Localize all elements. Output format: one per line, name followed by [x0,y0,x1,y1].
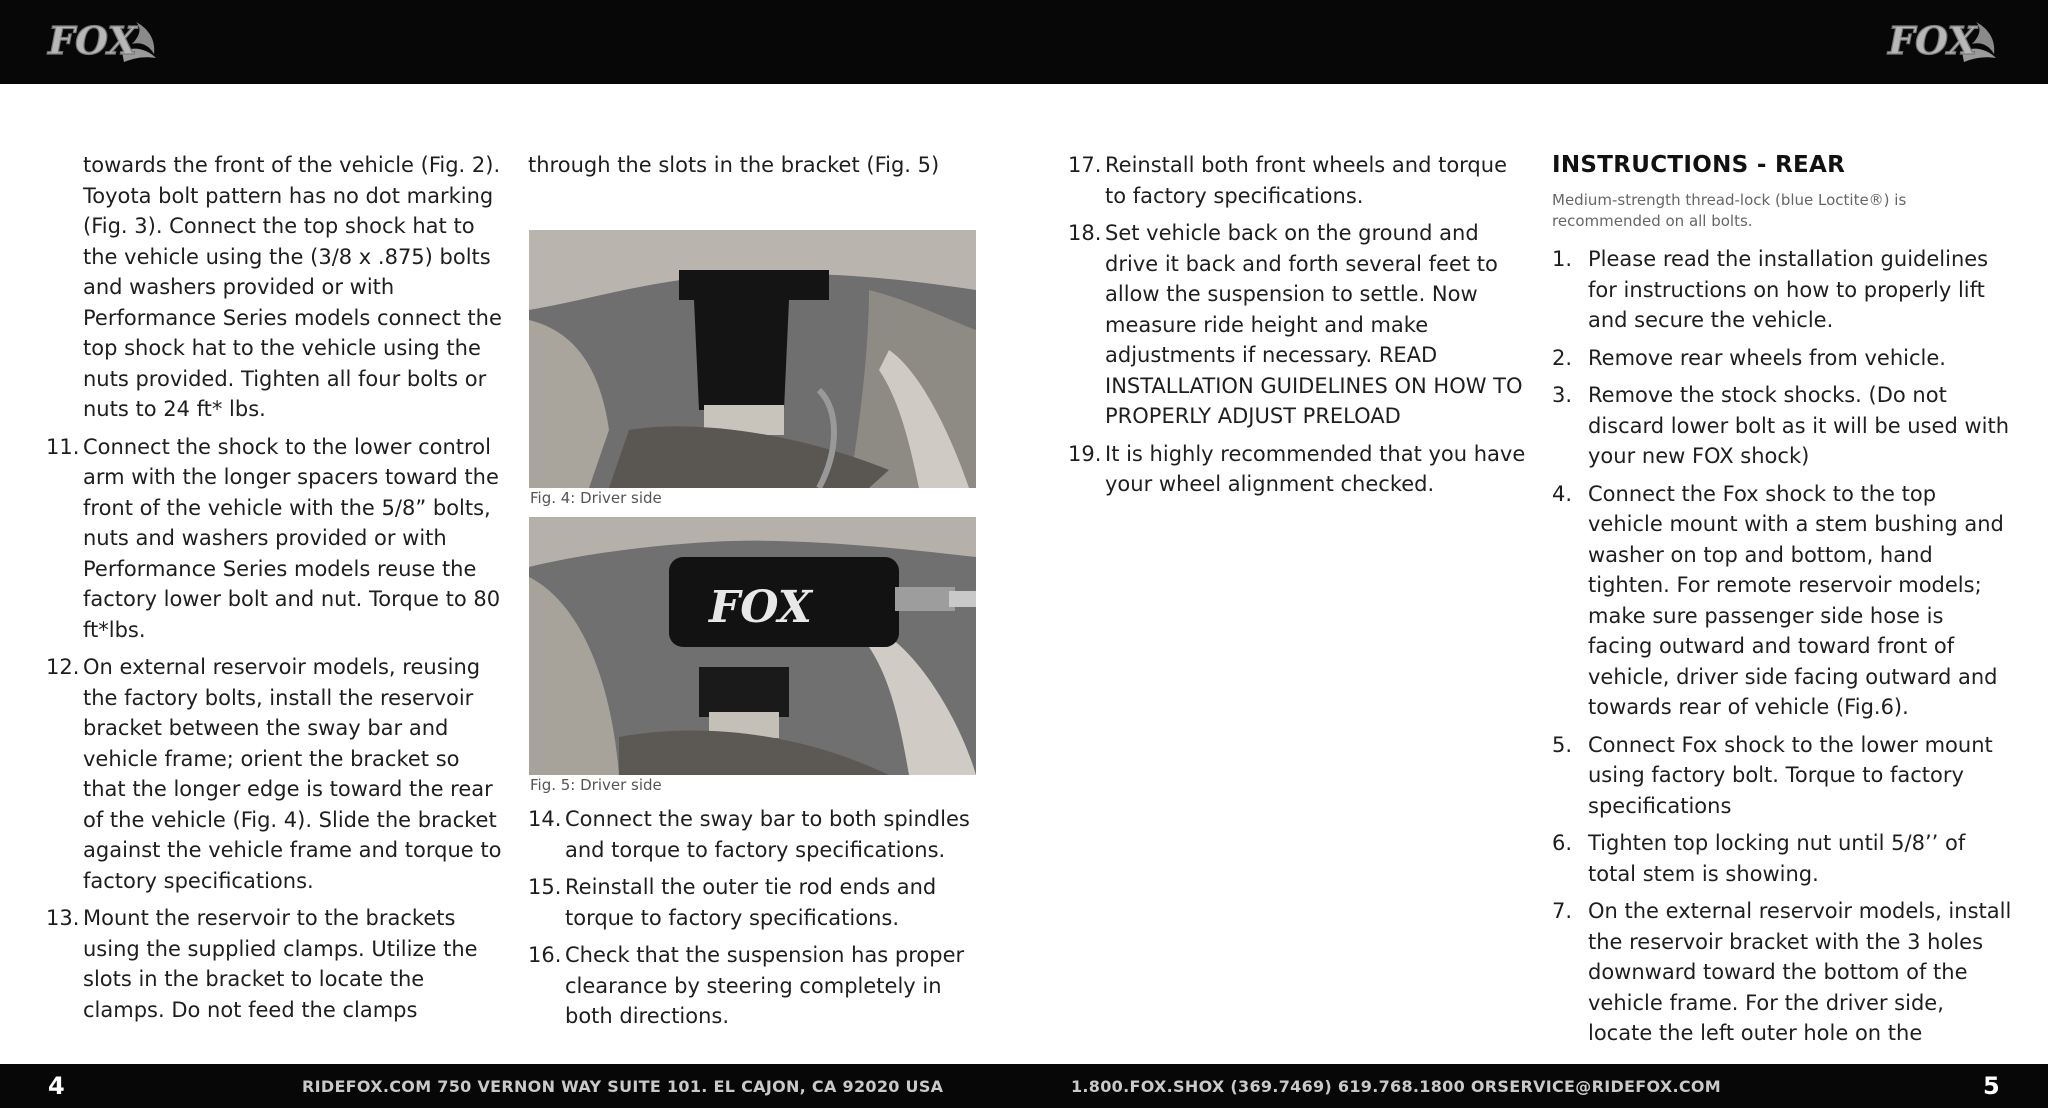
left-column-1 [46,150,506,1032]
step-number: 5. [1552,732,1573,757]
step-text: Please read the installation guidelines for instructions on how to properly lift and secure the vehicle. [1588,247,1989,332]
list-item [1552,343,2012,374]
step-number: 11. [46,434,80,459]
list-item [46,652,506,896]
step-number: 17. [1068,153,1102,177]
step-number: 4. [1552,481,1573,506]
step-text: Check that the suspension has proper clearance by steering completely in both directions. [565,943,965,1028]
step-number: 19. [1068,441,1102,466]
step-text: Mount the reservoir to the brackets using the supplied clamps. Utilize the slots in the bracket to locate the clamps. Do not feed the clamps [83,906,478,1022]
step-text: Connect the Fox shock to the top vehicle mount with a stem bushing and washer on top and bottom, hand tighten. For remote reservoir models; make sure passenger side hose is facing outward and toward front of vehicle, driver side facing outward and towards rear of vehicle (Fig.6). [1588,481,2004,719]
step-text: On the external reservoir models, install the reservoir bracket with the 3 holes downward toward the bottom of the vehicle frame. For the driver side, locate the left outer hole on the [1588,899,2012,1045]
fox-logo [1884,14,2004,70]
list-item [1552,380,2012,472]
step-text: Set vehicle back on the ground and drive it back and forth several feet to allow the suspension to settle. Now measure ride height and make adjustments if necessary. READ INSTALLATION GUIDELINES ON HOW TO PROPERLY ADJUST PRELOAD [1105,221,1523,428]
step-number: 6. [1552,831,1573,855]
header-bar [0,0,2048,84]
page-number-left: 4 [48,1072,65,1100]
loctite-note: Medium-strength thread-lock (blue Loctite®) is recommended on all bolts. [1552,191,1907,230]
step-text: Reinstall the outer tie rod ends and torque to factory specifications. [565,875,937,930]
svg-text:FOX: FOX [1888,18,1977,63]
section-heading: INSTRUCTIONS - REAR [1552,152,1846,178]
figure-4-caption: Fig. 4: Driver side [530,489,662,507]
svg-text:FOX: FOX [709,582,812,633]
step-number: 16. [528,943,562,967]
step-text: Connect the shock to the lower control arm with the longer spacers toward the front of the vehicle with the 5/8” bolts, nuts and washers provided or with Performance Series models reuse the factory lower bolt and nut. Torque to 80 ft*lbs. [83,434,501,642]
continuation-text: through the slots in the bracket (Fig. 5) [528,153,940,177]
step-number: 12. [46,655,80,679]
left-column-2-steps [528,804,988,1039]
step-text: Connect Fox shock to the lower mount using factory bolt. Torque to factory specifications [1588,732,1993,818]
step-number: 18. [1068,221,1102,245]
step-number: 15. [528,875,562,899]
list-item [46,903,506,1025]
right-column-1 [1068,150,1528,507]
reservoir-photo [529,517,976,775]
step-text: Connect the sway bar to both spindles and torque to factory specifications. [565,807,970,862]
step-text: On external reservoir models, reusing the factory bolts, install the reservoir bracket between the sway bar and vehicle frame; orient the bracket so that the longer edge is toward the rear of the vehicle (Fig. 4). Slide the bracket against the vehicle frame and torque to factory specifications. [83,655,502,893]
bracket-photo [529,230,976,488]
figure-4-photo [529,230,976,488]
right-column-2 [1552,150,2012,1056]
list-item [1552,244,2012,336]
step-text: Reinstall both front wheels and torque to factory specifications. [1105,153,1507,208]
step-text: Remove rear wheels from vehicle. [1588,345,1946,370]
list-item [1552,730,2012,822]
step-text: Remove the stock shocks. (Do not discard lower bolt as it will be used with your new FOX shock) [1588,383,2010,468]
step-text: It is highly recommended that you have your wheel alignment checked. [1105,441,1526,496]
fox-logo [44,14,164,70]
footer-address: RIDEFOX.COM 750 VERNON WAY SUITE 101. EL CAJON, CA 92020 USA [302,1077,944,1096]
step-number: 2. [1552,345,1573,370]
step-number: 13. [46,906,80,930]
list-item [1068,218,1528,432]
left-column-2 [528,150,988,181]
step-number: 1. [1552,247,1573,271]
list-item [528,804,988,865]
list-item [46,432,506,646]
list-item [528,940,988,1032]
footer-contact: 1.800.FOX.SHOX (369.7469) 619.768.1800 ORSERVICE@RIDEFOX.COM [1071,1077,1721,1096]
figure-5-caption: Fig. 5: Driver side [530,776,662,794]
page-number-right: 5 [1983,1072,2000,1100]
step-text: Tighten top locking nut until 5/8’’ of total stem is showing. [1588,831,1966,886]
continuation-text: towards the front of the vehicle (Fig. 2). Toyota bolt pattern has no dot marking (Fig. 3). Connect the top shock hat to the vehicle using the (3/8 x .875) bolts and washers provided or with Performance Series models connect the top shock hat to the vehicle using the nuts provided. Tighten all four bolts or nuts to 24 ft* lbs. [83,153,502,421]
list-item [1068,439,1528,500]
figure-5-photo [529,517,976,775]
footer-bar [0,1064,2048,1108]
list-item [528,872,988,933]
step-number: 3. [1552,383,1573,407]
step-number: 14. [528,807,562,831]
list-item [1552,828,2012,889]
step-number: 7. [1552,899,1573,923]
svg-text:FOX: FOX [48,18,137,63]
list-item [1552,896,2012,1049]
list-item [1552,479,2012,723]
list-item [1068,150,1528,211]
